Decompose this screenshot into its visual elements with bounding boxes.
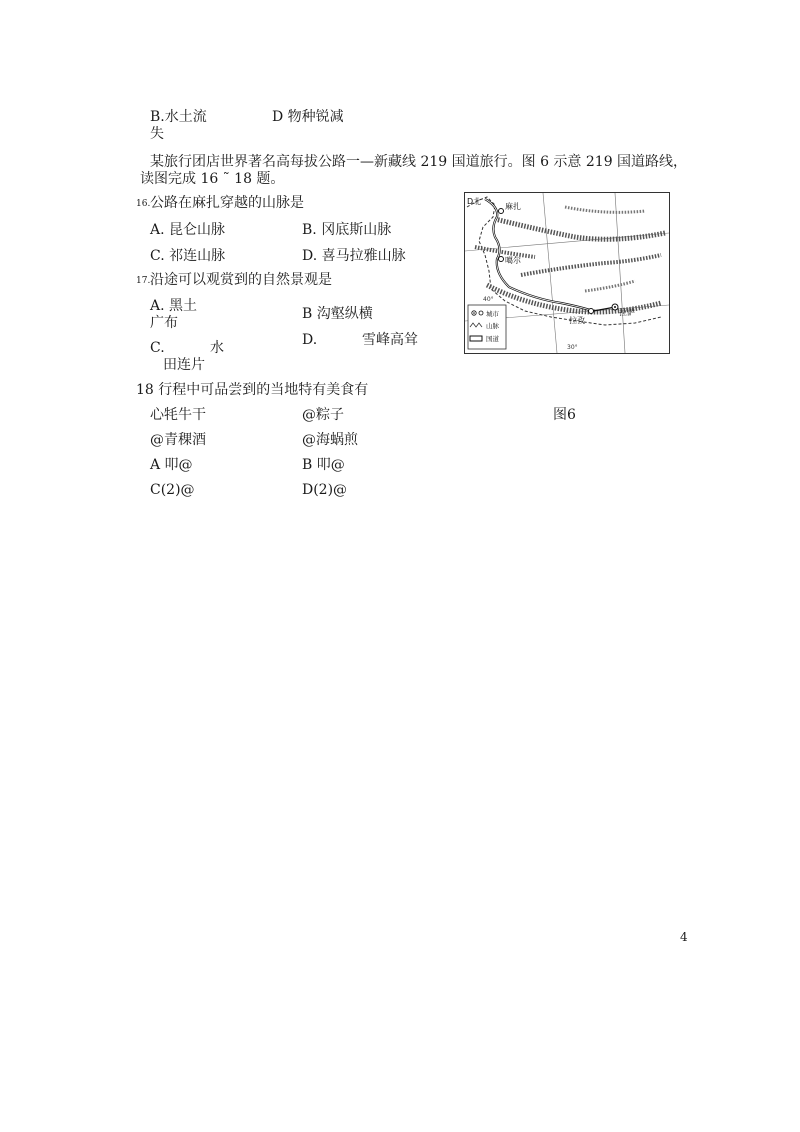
q18-item-4: @海蜗煎 (302, 432, 358, 448)
q17-number: 17. (136, 276, 151, 286)
mountain-range (585, 281, 635, 291)
q17-option-a-line1: A. 黑土 (150, 298, 198, 314)
q18-option-c: C(2)@ (150, 482, 195, 498)
intro-line1: 某旅行团店世界著名高每拔公路一—新藏线 219 国道旅行。图 6 示意 219 国道路线， (150, 154, 688, 170)
q15-option-b-line1: B.水土流 (150, 109, 207, 125)
intro-line2: 读图完成 16 ˜ 18 题。 (140, 171, 285, 187)
q17-option-b: B 沟壑纵横 (302, 306, 373, 322)
mountain-range-gangdise (521, 255, 661, 275)
map-lat-label: 40° (483, 296, 494, 303)
legend-road-label: 国道 (486, 335, 499, 343)
q17-option-c-word: 水 (210, 340, 224, 356)
q17-option-c-label: C. (150, 340, 165, 356)
map-corner-label: D北 (467, 197, 482, 206)
q18-option-d: D(2)@ (302, 482, 348, 498)
q15-option-d: D 物种锐减 (272, 109, 344, 125)
map-label-mazha: 麻扎 (505, 202, 521, 211)
q15-option-b-line2: 失 (150, 126, 164, 142)
q18-item-2: @粽子 (302, 407, 344, 423)
national-road-219-inner (485, 199, 593, 311)
figure-caption: 图6 (553, 407, 576, 423)
mountain-range (565, 207, 645, 212)
route-map-figure (464, 192, 670, 354)
map-label-lhasa: 拉萨 (619, 308, 635, 317)
map-lat-label: 30° (567, 344, 578, 351)
city-mazha (499, 209, 504, 214)
map-label-lazi: 拉孜 (569, 316, 585, 325)
q17-option-d-text: 雪峰高耸 (362, 332, 418, 348)
q18-item-1: 心牦牛干 (150, 407, 206, 423)
q18-option-b: B 叩@ (302, 457, 345, 473)
q16-stem: 公路在麻扎穿越的山脉是 (150, 195, 304, 211)
q16-number: 16. (136, 199, 151, 209)
map-label-gaer: 噶尔 (505, 256, 521, 265)
longitude-line (615, 193, 625, 353)
legend-city-label: 城市 (486, 310, 499, 318)
route-map (465, 193, 669, 353)
q17-option-c-line2: 田连片 (163, 357, 205, 373)
q16-option-b: B. 冈底斯山脉 (302, 222, 392, 238)
legend-road-icon (470, 336, 482, 341)
mountain-range-kunlun (495, 219, 665, 239)
city-gaer (499, 257, 504, 262)
q17-option-a-line2: 广布 (150, 315, 178, 331)
q17-option-d-label: D. (302, 332, 318, 348)
national-road-219 (485, 199, 593, 311)
q16-option-c: C. 祁连山脉 (150, 248, 226, 264)
city-lazi (589, 309, 594, 314)
page-number: 4 (680, 930, 688, 944)
legend-mountain-label: 山脉 (486, 322, 499, 330)
q16-option-a: A. 昆仑山脉 (150, 222, 226, 238)
q18-option-a: A 叩@ (150, 457, 193, 473)
q16-option-d: D. 喜马拉雅山脉 (302, 248, 406, 264)
q17-stem: 沿途可以观赏到的自然景观是 (150, 272, 332, 288)
longitude-line (543, 193, 557, 353)
q18-stem: 18 行程中可品尝到的当地特有美食有 (136, 382, 369, 398)
q18-item-3: @青稞酒 (150, 432, 206, 448)
